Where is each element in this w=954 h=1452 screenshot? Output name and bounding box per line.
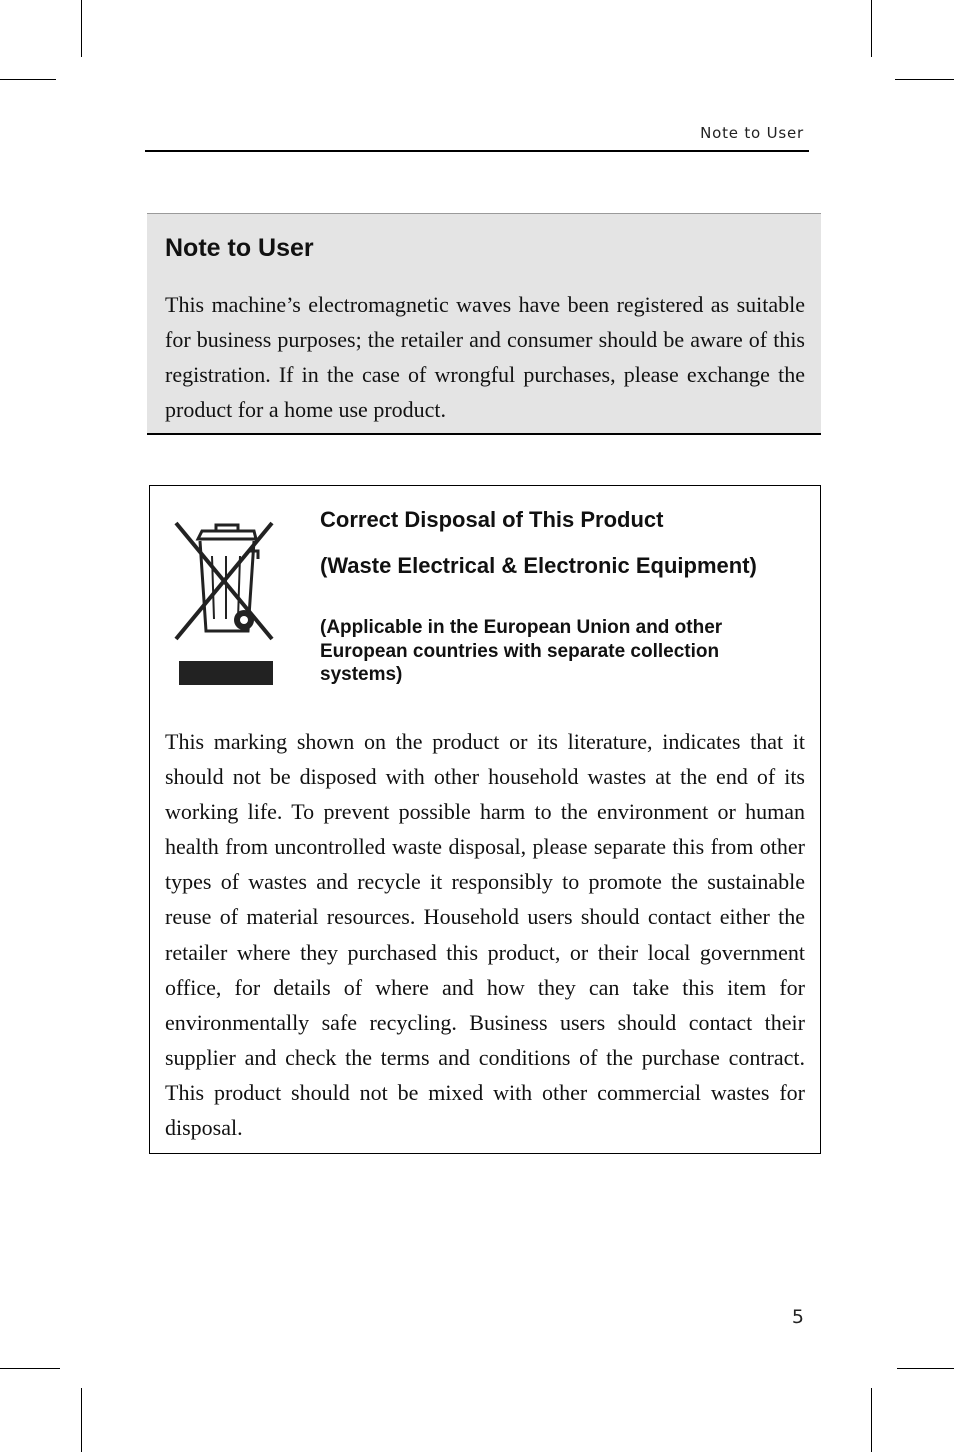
note-body: This machine’s electromagnetic waves have been registered as suitable for business purposes; the retailer and consumer should be aware of this registration. If in the case of wrongful purchases, please exchange the product for a home use product. <box>165 292 805 422</box>
crop-mark <box>81 1388 82 1452</box>
crop-mark <box>895 79 954 80</box>
crossed-out-wheeled-bin-icon <box>164 511 286 691</box>
running-header: Note to User <box>700 124 804 142</box>
crop-mark <box>871 0 872 57</box>
disposal-subtitle: (Waste Electrical & Electronic Equipment) <box>320 553 757 578</box>
disposal-body: This marking shown on the product or its literature, indicates that it should not be disposed with other household wastes at the end of its working life. To prevent possible harm to the environment or human health from uncontrolled waste disposal, please separate this from other types of wastes and recycle it responsibly to promote the sustainable reuse of material resources. Household users should contact either the retailer where they purchased this product, or their local government office, for details of where and how they can take this item for environmentally safe recycling. Business users should contact their supplier and check the terms and conditions of the purchase contract. This product should not be mixed with other commercial wastes for disposal. <box>165 729 805 1141</box>
crop-mark <box>0 79 56 80</box>
weee-disposal-box <box>149 485 821 1154</box>
disposal-title: Correct Disposal of This Product <box>320 507 664 532</box>
header-rule <box>145 150 809 152</box>
crop-mark <box>81 0 82 57</box>
page-number: 5 <box>791 1306 804 1328</box>
crop-mark <box>871 1388 872 1452</box>
crop-mark <box>0 1368 60 1369</box>
disposal-applicability: (Applicable in the European Union and other European countries with separate collection systems) <box>320 617 723 685</box>
note-to-user-box <box>147 213 821 435</box>
note-title: Note to User <box>165 234 314 262</box>
crop-mark <box>897 1368 954 1369</box>
